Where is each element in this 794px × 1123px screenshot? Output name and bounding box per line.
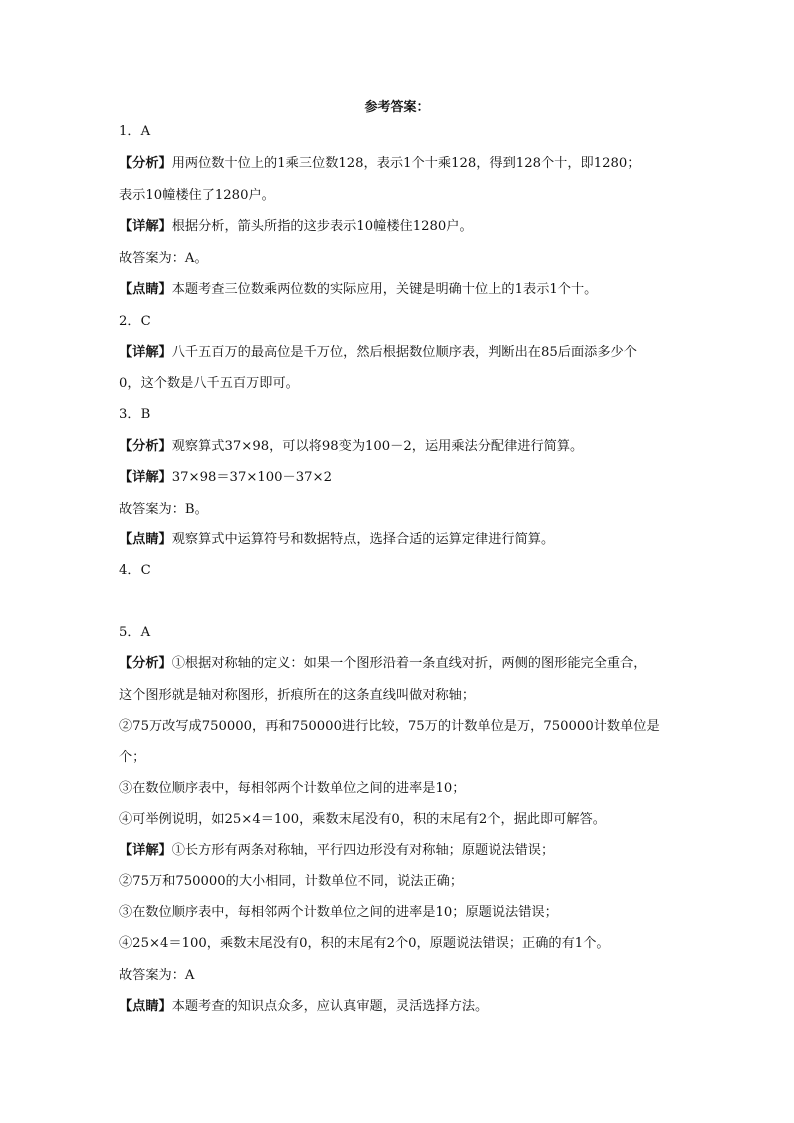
line-text: 37×98＝37×100－37×2 xyxy=(171,470,332,485)
line-text: ②75万改写成750000，再和750000进行比较，75万的计数单位是万，750000计数单位是 xyxy=(119,719,660,734)
line-text: 2．C xyxy=(119,314,151,329)
line-text: 这个图形就是轴对称图形，折痕所在的这条直线叫做对称轴； xyxy=(119,688,476,703)
line-text: 0，这个数是八千五百万即可。 xyxy=(119,376,299,391)
line-text: 个； xyxy=(119,750,146,765)
answer-number xyxy=(119,312,679,332)
analysis-line xyxy=(119,654,679,674)
section-tag: 【分析】 xyxy=(119,439,172,454)
line-text: 八千五百万的最高位是千万位，然后根据数位顺序表，判断出在85后面添多少个 xyxy=(171,345,637,360)
comment-line xyxy=(119,530,679,550)
line-text: 观察算式中运算符号和数据特点，选择合适的运算定律进行简算。 xyxy=(171,532,555,547)
line-text: ④25×4＝100，乘数末尾没有0，积的末尾有2个0，原题说法错误；正确的有1个。 xyxy=(119,936,610,951)
text-line xyxy=(119,748,679,768)
line-text: 用两位数十位上的1乘三位数128，表示1个十乘128，得到128个十，即1280； xyxy=(171,156,641,171)
line-text: 本题考查的知识点众多，应认真审题，灵活选择方法。 xyxy=(171,999,489,1014)
detail-line xyxy=(119,841,679,861)
comment-line xyxy=(119,280,679,300)
section-tag: 【点睛】 xyxy=(119,532,172,547)
line-text: ①根据对称轴的定义：如果一个图形沿着一条直线对折，两侧的图形能完全重合， xyxy=(171,656,647,671)
text-line xyxy=(119,717,679,737)
detail-line xyxy=(119,343,679,363)
section-tag: 【详解】 xyxy=(119,345,172,360)
page-title: 参考答案： xyxy=(364,100,430,115)
answer-number xyxy=(119,405,679,425)
comment-line xyxy=(119,997,679,1017)
line-text: 本题考查三位数乘两位数的实际应用，关键是明确十位上的1表示1个十。 xyxy=(171,282,598,297)
answer-line xyxy=(119,249,679,269)
line-text: 故答案为：A。 xyxy=(119,251,208,266)
answer-number xyxy=(119,623,679,643)
line-text: 5．A xyxy=(119,625,151,640)
line-text: ③在数位顺序表中，每相邻两个计数单位之间的进率是10； xyxy=(119,781,466,796)
detail-line xyxy=(119,468,679,488)
analysis-line xyxy=(119,437,679,457)
line-text: 4．C xyxy=(119,563,151,578)
section-tag: 【点睛】 xyxy=(119,282,172,297)
analysis-line xyxy=(119,154,679,174)
text-line xyxy=(119,810,679,830)
line-text: 表示10幢楼住了1280户。 xyxy=(119,188,275,203)
line-text: 故答案为：B。 xyxy=(119,502,208,517)
answer-line xyxy=(119,500,679,520)
text-line xyxy=(119,779,679,799)
line-text: ②75万和750000的大小相同，计数单位不同，说法正确； xyxy=(119,874,464,889)
text-line xyxy=(119,374,679,394)
text-line xyxy=(119,903,679,923)
line-text: 1．A xyxy=(119,124,151,139)
line-text: ③在数位顺序表中，每相邻两个计数单位之间的进率是10；原题说法错误； xyxy=(119,905,558,920)
text-line xyxy=(119,872,679,892)
section-tag: 【分析】 xyxy=(119,656,172,671)
text-line xyxy=(119,934,679,954)
line-text: 3．B xyxy=(119,407,151,422)
section-tag: 【分析】 xyxy=(119,156,172,171)
section-tag: 【详解】 xyxy=(119,843,172,858)
line-text: 观察算式37×98，可以将98变为100－2，运用乘法分配律进行简算。 xyxy=(171,439,584,454)
detail-line xyxy=(119,217,679,237)
text-line xyxy=(119,186,679,206)
answer-line xyxy=(119,966,679,986)
section-tag: 【详解】 xyxy=(119,470,172,485)
text-line xyxy=(119,686,679,706)
line-text: 故答案为：A xyxy=(119,968,195,983)
answer-number xyxy=(119,122,679,142)
line-text: 根据分析，箭头所指的这步表示10幢楼住1280户。 xyxy=(171,219,473,234)
line-text: ④可举例说明，如25×4＝100，乘数末尾没有0，积的末尾有2个，据此即可解答。 xyxy=(119,812,606,827)
section-tag: 【点睛】 xyxy=(119,999,172,1014)
section-tag: 【详解】 xyxy=(119,219,172,234)
answer-number xyxy=(119,561,679,581)
line-text: ①长方形有两条对称轴，平行四边形没有对称轴；原题说法错误； xyxy=(171,843,555,858)
